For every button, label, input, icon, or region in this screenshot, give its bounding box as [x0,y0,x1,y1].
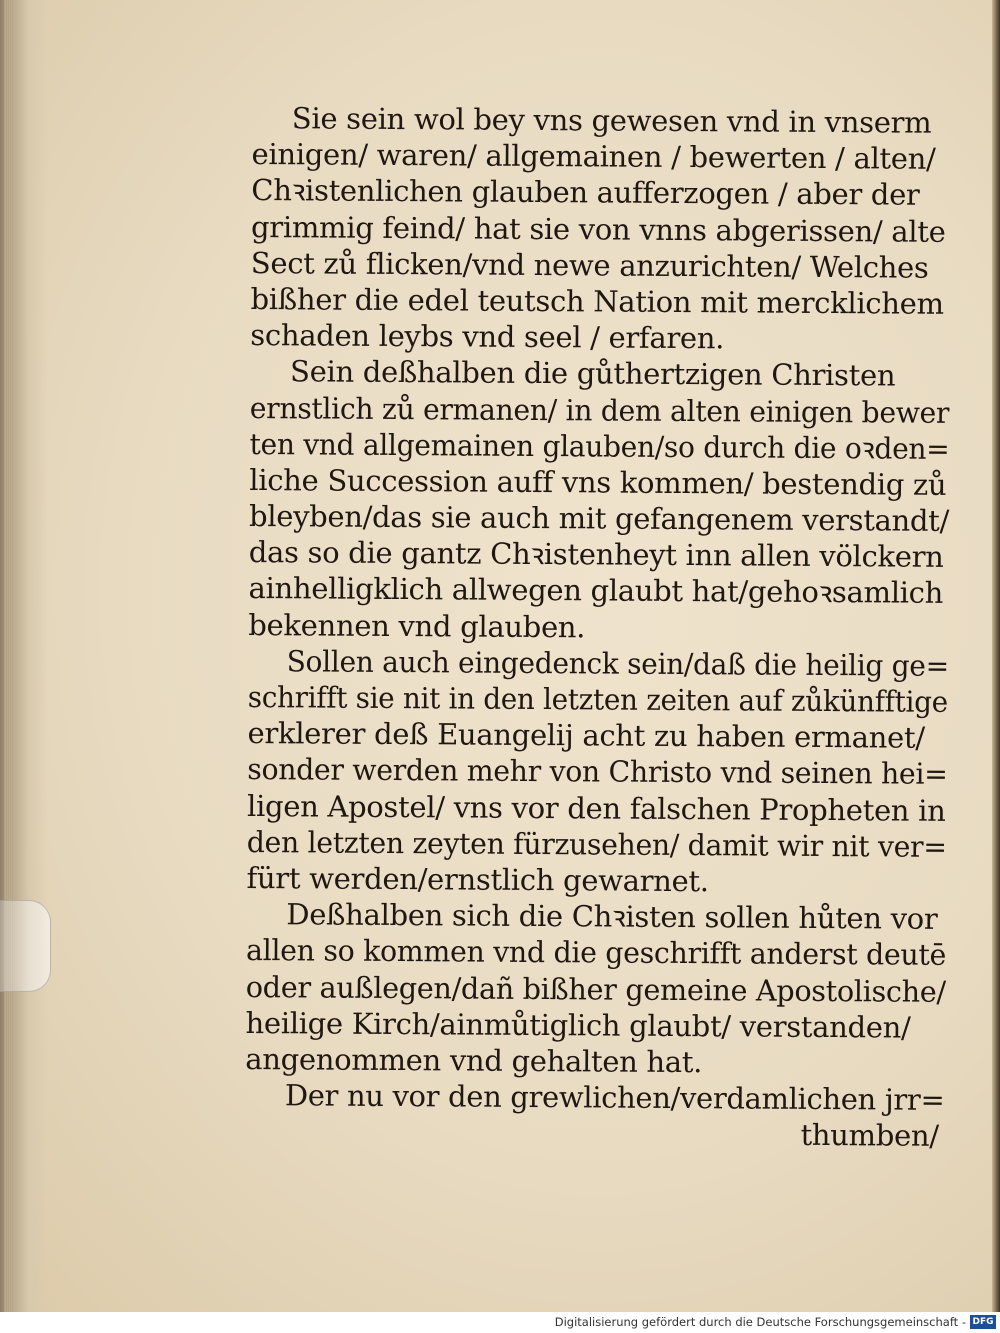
page-edges [4,0,14,1312]
text-line: Sein deßhalben die gůthertzigen Christen [289,354,896,393]
text-line: ainhelligklich allwegen glaubt hat/gehoꝛsamlich [248,571,944,611]
plastic-clip [0,900,51,992]
text-line: oder außlegen/dañ bißher gemeine Apostolische/ [245,969,946,1009]
text-line: erklerer deß Euangelij acht zu haben ermanet/ [247,716,925,755]
text-line: heilige Kirch/ainmůtiglich glaubt/ verstanden/ [245,1005,911,1045]
text-line: liche Succession auff vns kommen/ bestendig zů [249,462,947,502]
text-line: Chꝛistenlichen glauben aufferzogen / aber der [251,173,920,213]
text-line: schaden leybs vnd seel / erfaren. [250,318,725,356]
text-line: ligen Apostel/ vns vor den falschen Propheten in [246,788,946,828]
text-line: einigen/ waren/ allgemainen / bewerten / alten/ [251,137,936,176]
text-line: ten vnd allgemainen glauben/so durch die oꝛden= [249,426,950,466]
text-line: angenommen vnd gehalten hat. [245,1041,703,1080]
text-line: grimmig feind/ hat sie von vnns abgerissen/ alte [250,209,946,249]
text-line: bekennen vnd glauben. [248,607,586,644]
text-line: allen so kommen vnd die geschrifft anderst deutē [245,933,947,973]
text-line: das so die gantz Chꝛistenheyt inn allen völckern [248,535,944,575]
text-line: schrifft sie nit in den letzten zeiten auf zůkünfftige [247,679,948,719]
text-line: bleyben/das sie auch mit gefangenem verstandt/ [248,499,950,538]
text-line: Sie sein wol bey vns gewesen vnd in vnserm [291,101,932,140]
text-line: Sect zů flicken/vnd newe anzurichten/ Welches [250,245,929,285]
text-line: sonder werden mehr von Christo vnd seinen hei= [247,752,948,792]
text-line: den letzten zeyten fürzusehen/ damit wir nit ver= [246,824,947,864]
footer-bar [0,1312,1000,1333]
text-line: Deßhalben sich die Chꝛisten sollen hůten vor [286,897,938,936]
dfg-logo: DFG [970,1315,996,1329]
right-edge-shadow [992,0,1000,1312]
text-line: fürt werden/ernstlich gewarnet. [246,860,709,899]
text-line: ernstlich zů ermanen/ in dem alten einigen bewer [249,390,950,430]
funding-credit: Digitalisierung gefördert durch die Deutsche Forschungsgemeinschaft - [554,1315,966,1329]
text-line: Sollen auch eingedenck sein/daß die heilig ge= [286,644,949,683]
main-text-block [245,100,952,1154]
catchword: thumben/ [800,1118,939,1154]
text-line: bißher die edel teutsch Nation mit mercklichem [250,281,944,321]
text-line: Der nu vor den grewlichen/verdamlichen jrr= [284,1078,945,1117]
